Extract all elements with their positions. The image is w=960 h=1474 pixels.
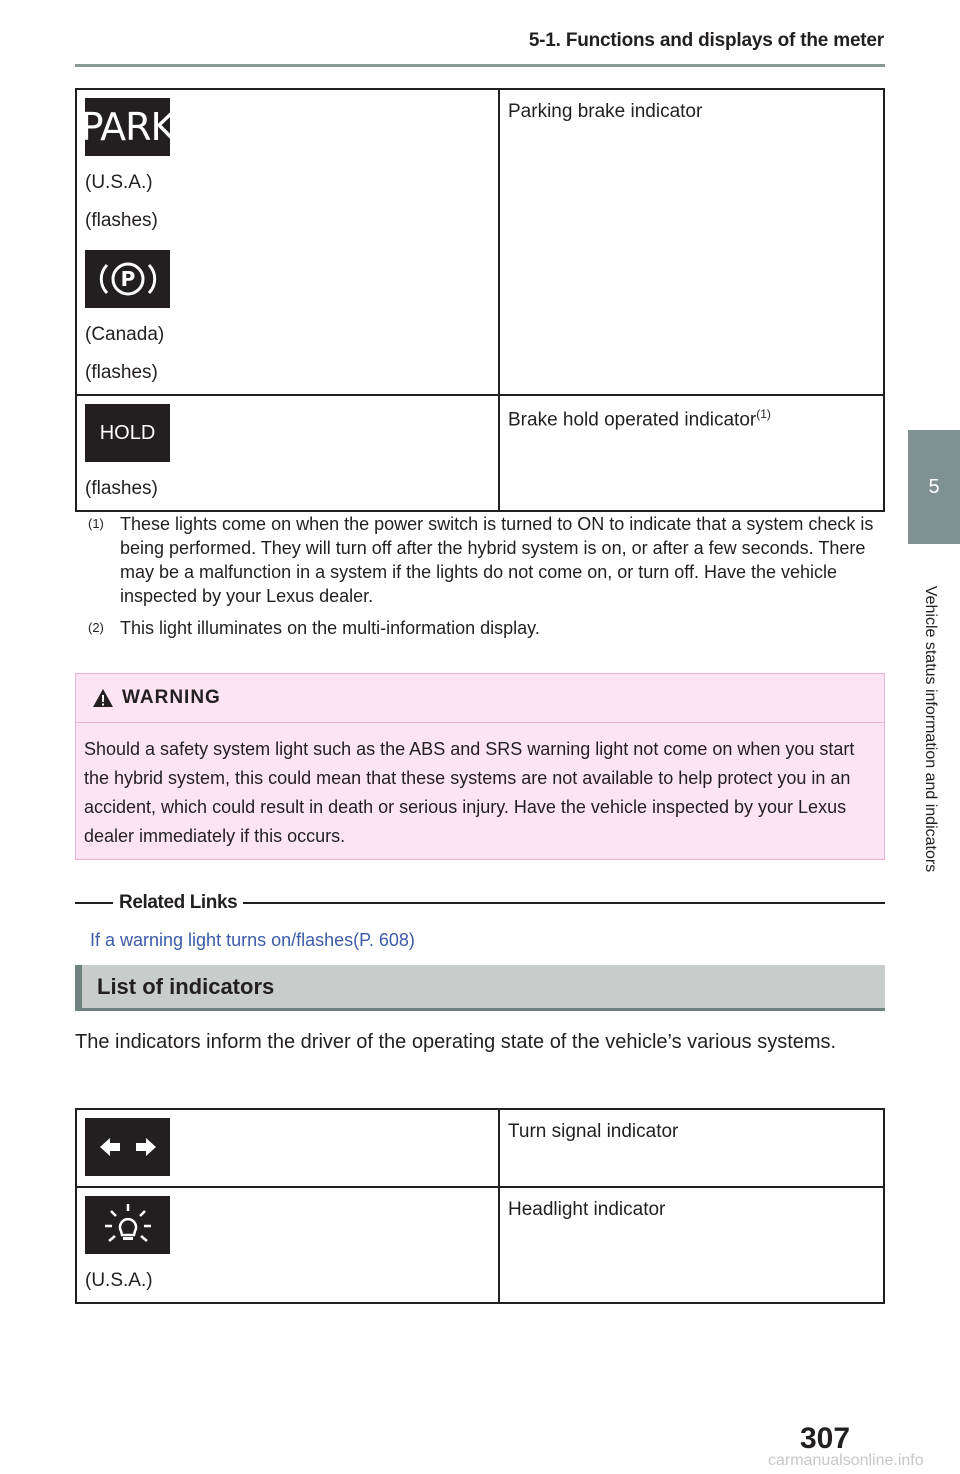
circled-p-icon: [85, 250, 170, 308]
chapter-label-text: Vehicle status information and indicators: [922, 585, 939, 872]
icon-cell: [76, 89, 499, 395]
icon-cell: [76, 1109, 499, 1187]
page-number: 307: [800, 1422, 851, 1455]
icon-note: (U.S.A.): [85, 172, 153, 193]
indicator-description: Turn signal indicator: [508, 1121, 679, 1142]
related-links-label: Related Links: [119, 892, 238, 913]
icon-note: (Canada): [85, 324, 165, 345]
icon-note: (flashes): [85, 478, 158, 499]
footnote-text: This light illuminates on the multi-information display.: [120, 618, 540, 638]
icon-text: PARK: [80, 105, 175, 149]
warning-title: WARNING: [122, 687, 221, 708]
description-cell: [499, 395, 884, 511]
headlight-sun-icon: [85, 1196, 170, 1254]
chapter-number: 5: [928, 475, 940, 498]
icon-cell: [76, 395, 499, 511]
icon-note: (flashes): [85, 362, 158, 383]
warning-triangle-icon: [92, 688, 114, 708]
footnotes: [88, 512, 888, 648]
footnote: [88, 616, 888, 640]
heading-rule-left: [75, 902, 113, 904]
description-cell: [499, 1187, 884, 1303]
heading-rule-right: [243, 902, 885, 904]
chapter-label: [910, 556, 950, 901]
description-cell: [499, 89, 884, 395]
icon-text: HOLD: [99, 421, 156, 444]
icon-cell: [76, 1187, 499, 1303]
footnote-reference: (1): [756, 407, 771, 421]
indicator-description: Parking brake indicator: [508, 101, 703, 122]
running-header: 5-1. Functions and displays of the meter: [528, 30, 884, 51]
circled-p-graphic: [98, 255, 158, 303]
warning-header: [76, 674, 884, 723]
warning-box: [75, 673, 885, 860]
watermark: carmanualsonline.info: [768, 1452, 924, 1469]
hold-text-icon: [85, 404, 170, 462]
chapter-tab[interactable]: [908, 430, 960, 544]
footnote-text: These lights come on when the power switch is turned to ON to indicate that a system check is being performed. They will turn off after the hybrid system is on, or after a few seconds. There may be a malfunction in a system if the lights do not come on, or turn off. Have the vehicle inspected by your Lexus dealer.: [120, 514, 874, 606]
related-link[interactable]: If a warning light turns on/flashes(P. 608): [90, 930, 415, 950]
headlight-graphic: [103, 1201, 153, 1249]
footnote-mark: (1): [88, 516, 104, 531]
circled-p-letter: P: [120, 267, 135, 291]
description-cell: [499, 1109, 884, 1187]
table-row: [76, 1187, 884, 1303]
section-heading: [75, 965, 885, 1011]
section-title: List of indicators: [97, 973, 275, 999]
park-text-icon: [80, 98, 175, 156]
indicator-description: Headlight indicator: [508, 1199, 666, 1220]
turn-signal-graphic: [98, 1135, 158, 1159]
indicator-table-top: [75, 88, 885, 512]
icon-note: (U.S.A.): [85, 1270, 153, 1291]
table-row: [76, 1109, 884, 1187]
footnote: [88, 512, 888, 608]
section-intro: The indicators inform the driver of the operating state of the vehicle’s various systems.: [75, 1031, 837, 1053]
indicator-description: Brake hold operated indicator: [508, 409, 757, 431]
icon-note: (flashes): [85, 210, 158, 231]
table-row: [76, 395, 884, 511]
table-row: [76, 89, 884, 395]
turn-signal-arrows-icon: [85, 1118, 170, 1176]
footnote-mark: (2): [88, 620, 104, 635]
header-rule: [75, 64, 885, 67]
related-links-heading: [75, 888, 885, 918]
warning-text: Should a safety system light such as the ABS and SRS warning light not come on when you start the hybrid system, this could mean that these systems are not available to help protect you in an accident, which could result in death or serious injury. Have the vehicle inspected by your Lexus dealer immediately if this occurs.: [84, 739, 855, 846]
indicator-table-bottom: [75, 1108, 885, 1304]
